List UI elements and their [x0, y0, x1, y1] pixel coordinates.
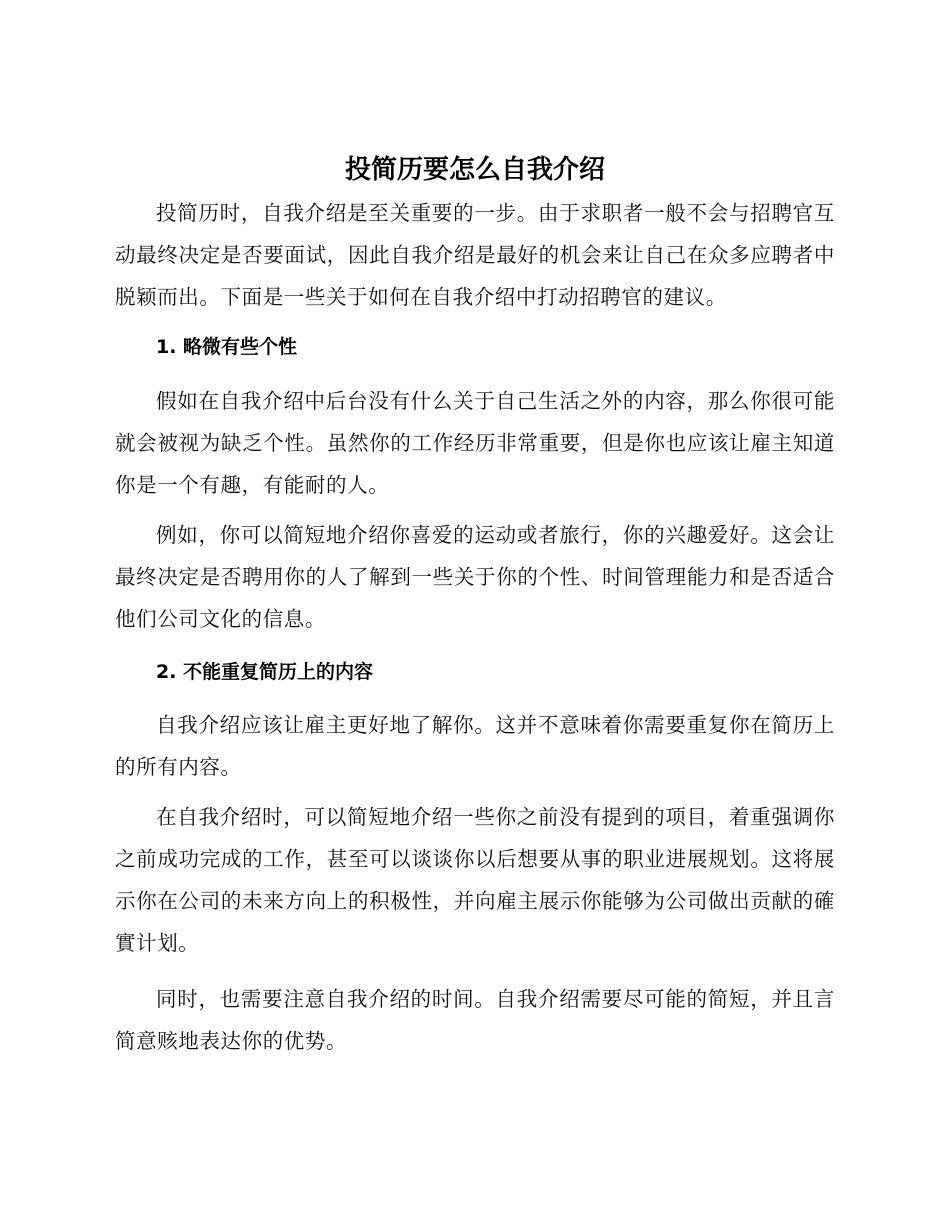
personality-paragraph-2: 例如，你可以简短地介绍你喜爱的运动或者旅行，你的兴趣爱好。这会让最终决定是否聘用你的人了解到一些关于你的个性、时间管理能力和是否适合他们公司文化的信息。: [115, 523, 835, 631]
page-title: 投简历要怎么自我介绍: [344, 155, 605, 185]
section-heading-personality: 1. 略微有些个性: [156, 336, 298, 358]
no-repeat-paragraph-2: 在自我介绍时，可以简短地介绍一些你之前没有提到的项目，着重强调你之前成功完成的工作，甚至可以谈谈你以后想要从事的职业进展规划。这将展示你在公司的未来方向上的积极性，并向雇主展示你能够为公司做出贡献的確實计划。: [115, 805, 835, 955]
intro-paragraph: 投简历时，自我介绍是至关重要的一步。由于求职者一般不会与招聘官互动最终决定是否要面试，因此自我介绍是最好的机会来让自己在众多应聘者中脱颖而出。下面是一些关于如何在自我介绍中打动招聘官的建议。: [115, 201, 835, 309]
no-repeat-paragraph-3: 同时，也需要注意自我介绍的时间。自我介绍需要尽可能的简短，并且言简意赅地表达你的优势。: [115, 987, 835, 1053]
section-heading-no-repeat: 2. 不能重复简历上的内容: [156, 661, 374, 683]
personality-paragraph-1: 假如在自我介绍中后台没有什么关于自己生活之外的内容，那么你很可能就会被视为缺乏个性。虽然你的工作经历非常重要，但是你也应该让雇主知道你是一个有趣，有能耐的人。: [115, 389, 835, 497]
no-repeat-paragraph-1: 自我介绍应该让雇主更好地了解你。这并不意味着你需要重复你在简历上的所有内容。: [115, 713, 835, 779]
